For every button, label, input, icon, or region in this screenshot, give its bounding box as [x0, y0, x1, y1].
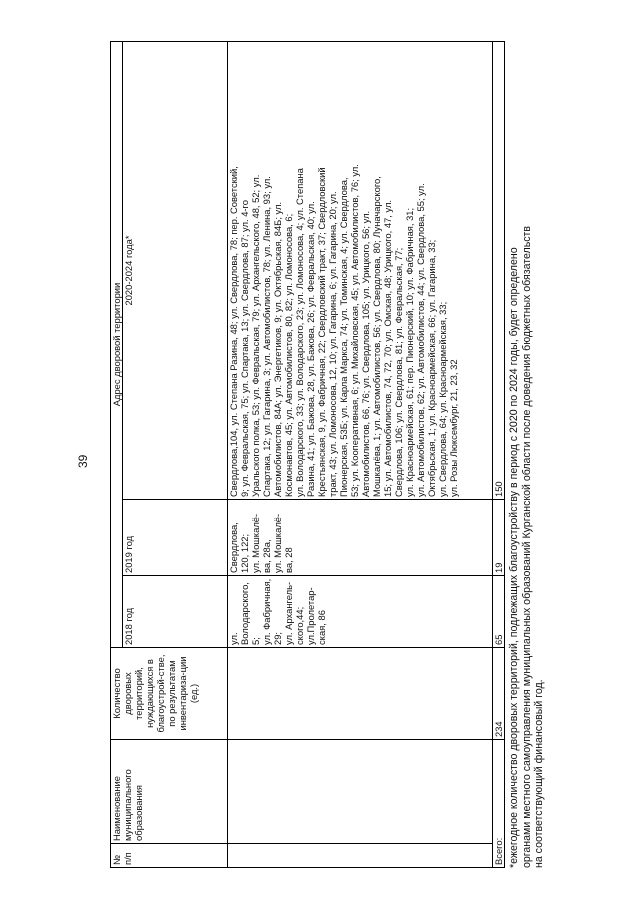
cell-line: Октябрьская, 1; ул. Красноармейская, 66; ул. Гагарина, 33; [426, 239, 437, 497]
cell-line: Разина, 41; ул. Бажова, 28, ул. Бажова, 26; ул. Февральская, 40; ул. [305, 201, 316, 497]
rotated-page [110, 42, 640, 868]
cell-line: ул. Володарского, 33; ул. Володарского, 23; ул. Ломоносова, 4; ул. Степана [294, 168, 305, 497]
cell-line: тракт, 43; ул. Ломоносова, 12, 10; ул. Гагарина, 6; ул. Гагарина, 20; ул. [327, 191, 338, 497]
header-2018: 2018 год [123, 576, 228, 648]
cell-line: ул. Мошкалё- [250, 513, 261, 573]
cell-line: Свердлова, 106; ул. Свердлова, 81; ул. Февральская, 77; [393, 247, 404, 497]
cell-line: ул. Красноармейская, 61; пер. Пионерский, 10; ул. Фабричная, 31; [404, 207, 415, 497]
cell-line: Космонавтов, 45; ул. Автомобилистов, 80, 82; ул. Ломоносова, 6; [283, 213, 294, 497]
address-table [110, 41, 505, 868]
cell-line: ва, 28 [283, 547, 294, 573]
cell-line: 9; ул. Февральская, 75; ул. Спартака, 13; ул. Свердлова, 87; ул. 4-го [239, 200, 250, 497]
header-num: № п/п [111, 844, 228, 868]
header-2019: 2019 год [123, 500, 228, 576]
cell-2020-2024 [228, 42, 493, 500]
cell-line: ва, 28а, [261, 539, 272, 573]
header-count: Количество дворовых территорий, нуждающихся в благоустрой-стве, по результатам инвентариза-ции (ед.) [111, 648, 228, 740]
cell-line: ского,44; [294, 606, 305, 645]
header-municipality: Наименование муниципального образования [111, 740, 228, 844]
total-count: 234 [493, 648, 505, 740]
cell-line: ул. Автомобилистов, 62; ул. Автомобилистов, 44; ул. Свердлова, 55; ул. [415, 183, 426, 497]
cell-municipality [228, 740, 493, 844]
footnote-line: на соответствующий финансовый год. [533, 679, 545, 868]
total-2020-2024: 150 [493, 42, 505, 500]
cell-2019 [228, 500, 493, 576]
header-address-group: Адрес дворовой территории [111, 42, 123, 648]
cell-line: Уральского полка, 53; ул. Февральская, 79; ул. Архангельского, 48, 52; ул. [250, 174, 261, 497]
cell-line: ская, 86 [316, 610, 327, 645]
cell-line: ул. Фабричная, [261, 578, 272, 645]
cell-line: ул. Свердлова, 64; ул. Красноармейская, 33; [437, 301, 448, 497]
cell-line: Володарского, [239, 582, 250, 645]
footnote-line: *ежегодное количество дворовых территорий, подлежащих благоустройству в период с 2020 по 2024 годы, будет определено [508, 247, 520, 868]
table-row [228, 42, 493, 868]
cell-line: Спартака, 12; ул. Гагарина, 3; ул. Автомобилистов, 78; ул. Ленина, 93; ул. [261, 176, 272, 497]
cell-count [228, 648, 493, 740]
cell-line: ул.Пролетар- [305, 587, 316, 645]
cell-num [228, 844, 493, 868]
cell-line: 5; [250, 637, 261, 645]
page-number: 39 [76, 454, 90, 468]
cell-line: ул. Архангель- [283, 581, 294, 645]
total-2018: 65 [493, 576, 505, 648]
cell-line: 53; ул. Кооперативная, 6; ул. Михайловская, 45; ул. Автомобилистов, 76; ул. [349, 164, 360, 497]
footnote [508, 42, 546, 868]
cell-line: ул. [228, 632, 239, 645]
total-2019: 19 [493, 500, 505, 576]
cell-line: Автомобилистов, 84А; ул. Энергетиков, 9; ул. Октябрьская, 84Б; ул. [272, 201, 283, 497]
cell-2018 [228, 576, 493, 648]
footnote-line: органами местного самоуправления муниципальных образований Курганской области после доведения бюджетных обязательств [520, 225, 533, 868]
cell-line: Пионерская, 53Б; ул. Карла Маркса, 74; ул. Томинская, 4; ул. Свердлова, [338, 177, 349, 497]
cell-line: Мошкалёва, 1; ул. Автомобилистов, 56; ул. Свердлова, 80; Луначарского, [371, 176, 382, 497]
total-label: Всего: [493, 740, 505, 868]
cell-line: Свердлова,104, ул. Степана Разина, 48; ул. Свердлова, 78; пер. Советский, [228, 166, 239, 497]
cell-line: 120, 122; [239, 533, 250, 573]
cell-line: 29; [272, 631, 283, 645]
cell-line: ул. Розы Люксембург, 21, 23, 32 [448, 359, 459, 497]
header-2020-2024: 2020-2024 годa* [123, 42, 228, 500]
total-row [493, 42, 505, 868]
cell-line: Свердлова, [228, 522, 239, 573]
cell-line: Автомобилистов, 66, 76; ул. Свердлова, 105; ул. Урицкого, 56; ул. [360, 210, 371, 497]
cell-line: 15; ул. Автомобилистов, 74, 72, 70; ул. Омская, 48; Урицкого, 47, ул. [382, 199, 393, 497]
cell-line: Крестьянская, 9, ул. Фабричная, 22; Свердловский тракт, 37; Свердловский [316, 167, 327, 497]
cell-line: ул. Мошкалё- [272, 513, 283, 573]
